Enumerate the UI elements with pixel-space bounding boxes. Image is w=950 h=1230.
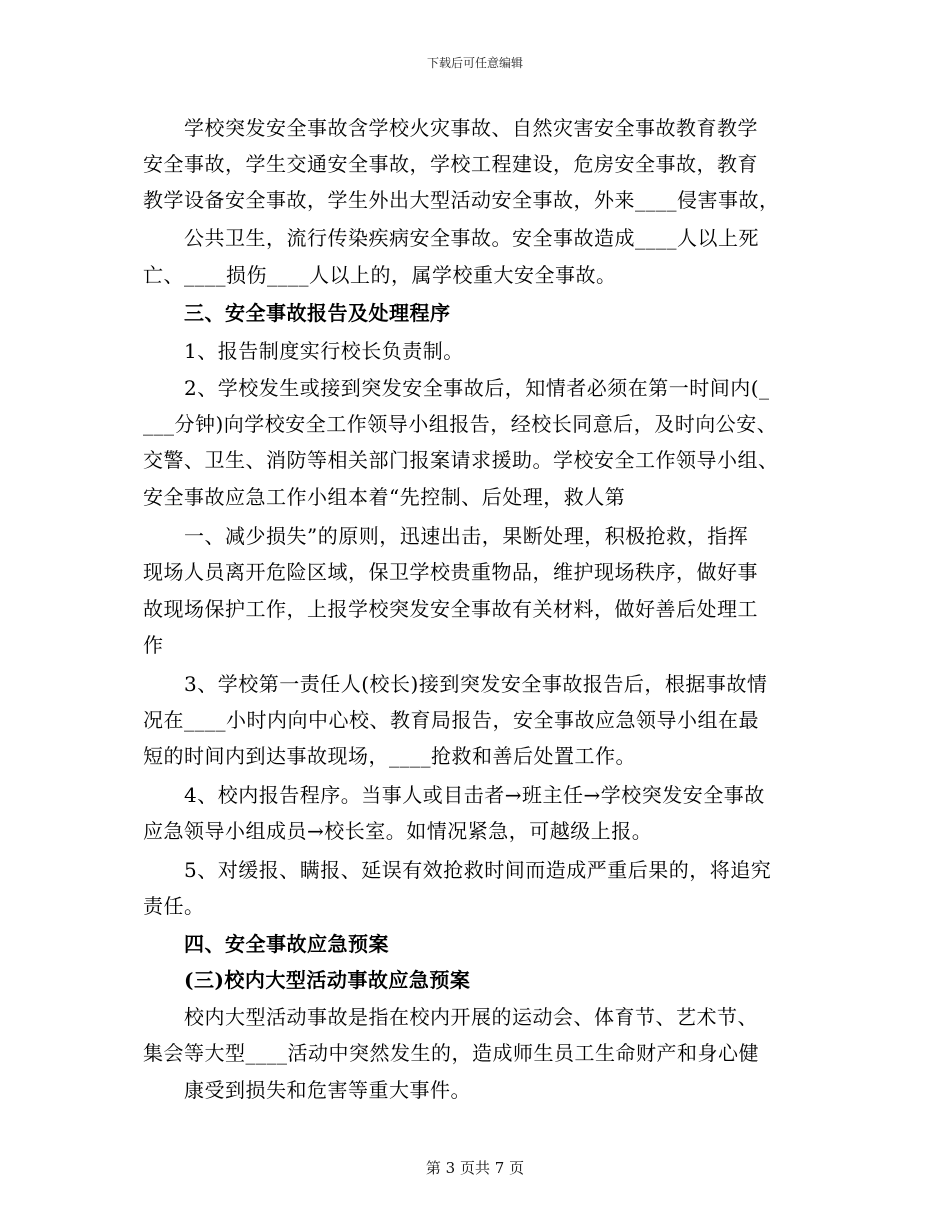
text-line: 一、减少损失”的原则，迅速出击，果断处理，积极抢救，指挥 <box>143 524 749 548</box>
subsection-heading: (三)校内大型活动事故应急预案 <box>143 968 471 992</box>
section-heading: 三、安全事故报告及处理程序 <box>143 301 451 325</box>
text-line: 安全事故应急工作小组本着“先控制、后处理，救人第 <box>143 485 626 509</box>
text-line: 应急领导小组成员→校长室。如情况紧急，可越级上报。 <box>143 819 653 843</box>
text-line: ___分钟)向学校安全工作领导小组报告，经校长同意后，及时向公安、 <box>143 412 778 436</box>
section-heading: 四、安全事故应急预案 <box>143 932 389 956</box>
text-line: 教学设备安全事故，学生外出大型活动安全事故，外来____侵害事故， <box>143 188 780 212</box>
text-line: 集会等大型____活动中突然发生的，造成师生员工生命财产和身心健 <box>143 1041 759 1065</box>
text-line: 2、学校发生或接到突发安全事故后，知情者必须在第一时间内(_ <box>143 376 770 400</box>
text-line: 1、报告制度实行校长负责制。 <box>143 339 464 363</box>
page-number: 第 3 页共 7 页 <box>425 1159 525 1177</box>
text-line: 交警、卫生、消防等相关部门报案请求援助。学校安全工作领导小组、 <box>143 448 779 472</box>
text-line: 3、学校第一责任人(校长)接到突发安全事故报告后，根据事故情 <box>143 672 768 696</box>
text-line: 康受到损失和危害等重大事件。 <box>143 1078 471 1102</box>
text-line: 作 <box>143 633 164 657</box>
text-line: 安全事故，学生交通安全事故，学校工程建设，危房安全事故，教育 <box>143 152 758 176</box>
page-header: 下载后可任意编辑 <box>426 56 523 70</box>
text-line: 短的时间内到达事故现场，____抢救和善后处置工作。 <box>143 744 636 768</box>
text-line: 责任。 <box>143 894 205 918</box>
text-line: 公共卫生，流行传染疾病安全事故。安全事故造成____人以上死 <box>143 226 759 250</box>
text-line: 况在____小时内向中心校、教育局报告，安全事故应急领导小组在最 <box>143 708 759 732</box>
text-line: 5、对缓报、瞒报、延误有效抢救时间而造成严重后果的，将追究 <box>143 858 772 882</box>
text-line: 亡、____损伤____人以上的，属学校重大安全事故。 <box>143 263 617 287</box>
text-line: 学校突发安全事故含学校火灾事故、自然灾害安全事故教育教学 <box>143 116 758 140</box>
text-line: 故现场保护工作，上报学校突发安全事故有关材料，做好善后处理工 <box>143 597 758 621</box>
text-line: 现场人员离开危险区域，保卫学校贵重物品，维护现场秩序，做好事 <box>143 560 758 584</box>
text-line: 4、校内报告程序。当事人或目击者→班主任→学校突发安全事故 <box>143 783 765 807</box>
text-line: 校内大型活动事故是指在校内开展的运动会、体育节、艺术节、 <box>143 1005 758 1029</box>
